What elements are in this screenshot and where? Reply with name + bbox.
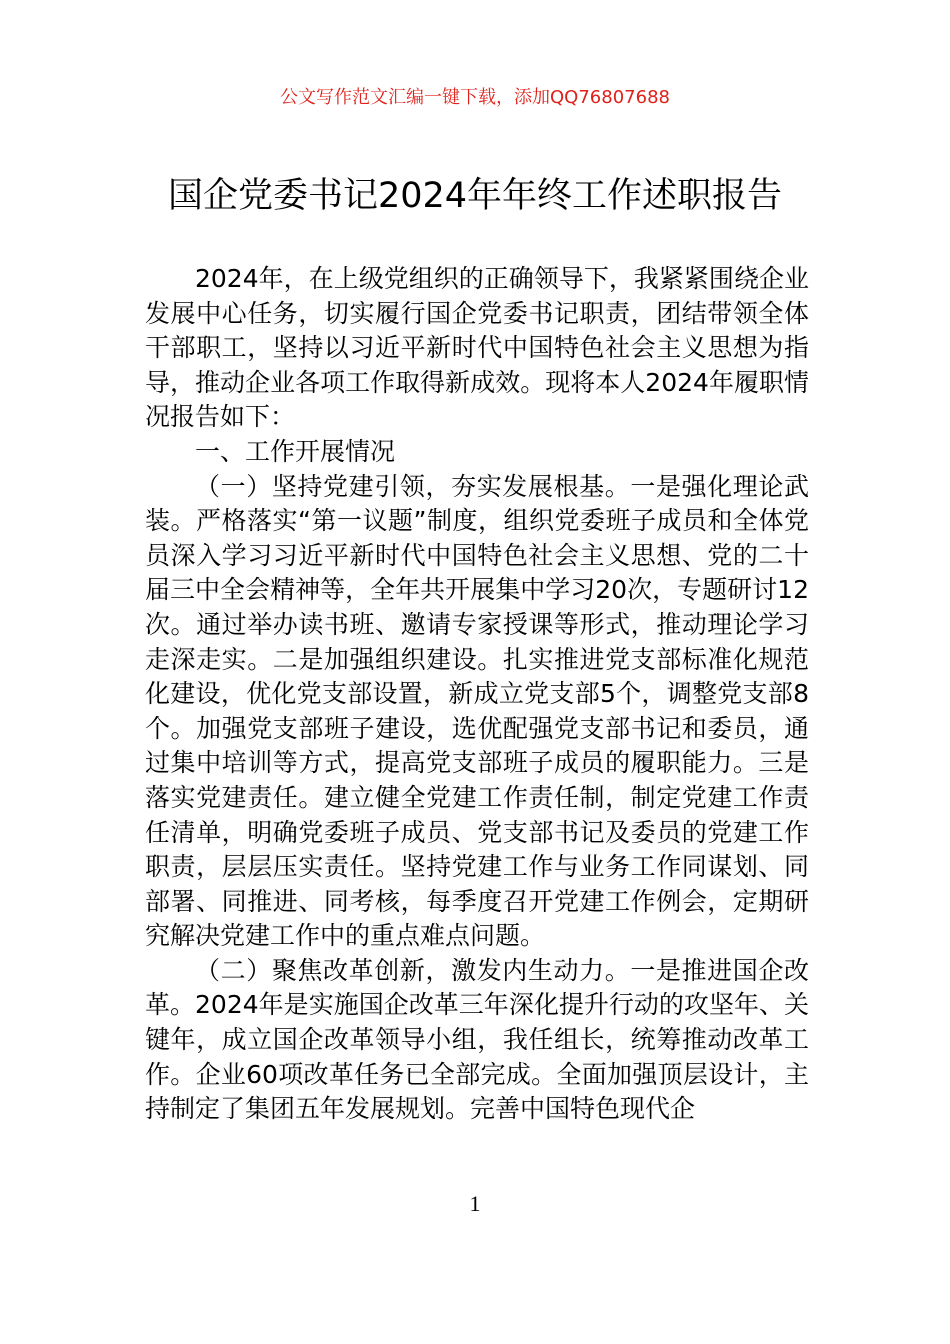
paragraph-party-building: （一）坚持党建引领，夯实发展根基。一是强化理论武装。严格落实“第一议题”制度，组织党委班子成员和全体党员深入学习习近平新时代中国特色社会主义思想、党的二十届三中全会精神等，全年共开展集中学习20次，专题研讨12次。通过举办读书班、邀请专家授课等形式，推动理论学习走深走实。二是加强组织建设。扎实推进党支部标准化规范化建设，优化党支部设置，新成立党支部5个，调整党支部8个。加强党支部班子建设，选优配强党支部书记和委员，通过集中培训等方式，提高党支部班子成员的履职能力。三是落实党建责任。建立健全党建工作责任制，制定党建工作责任清单，明确党委班子成员、党支部书记及委员的党建工作职责，层层压实责任。坚持党建工作与业务工作同谋划、同部署、同推进、同考核，每季度召开党建工作例会，定期研究解决党建工作中的重点难点问题。 (145, 471, 809, 951)
header-watermark-note: 公文写作范文汇编一键下载，添加QQ76807688 (280, 87, 670, 108)
document-body (145, 262, 809, 1127)
page-number: 1 (469, 1191, 481, 1216)
paragraph-intro: 2024年，在上级党组织的正确领导下，我紧紧围绕企业发展中心任务，切实履行国企党委书记职责，团结带领全体干部职工，坚持以习近平新时代中国特色社会主义思想为指导，推动企业各项工作取得新成效。现将本人2024年履职情况报告如下： (145, 264, 809, 432)
section-heading-1: 一、工作开展情况 (195, 436, 396, 466)
document-title: 国企党委书记2024年年终工作述职报告 (167, 176, 783, 216)
paragraph-reform-innovation: （二）聚焦改革创新，激发内生动力。一是推进国企改革。2024年是实施国企改革三年深化提升行动的攻坚年、关键年，成立国企改革领导小组，我任组长，统筹推动改革工作。企业60项改革任务已全部完成。全面加强顶层设计，主持制定了集团五年发展规划。完善中国特色现代企 (145, 955, 809, 1124)
